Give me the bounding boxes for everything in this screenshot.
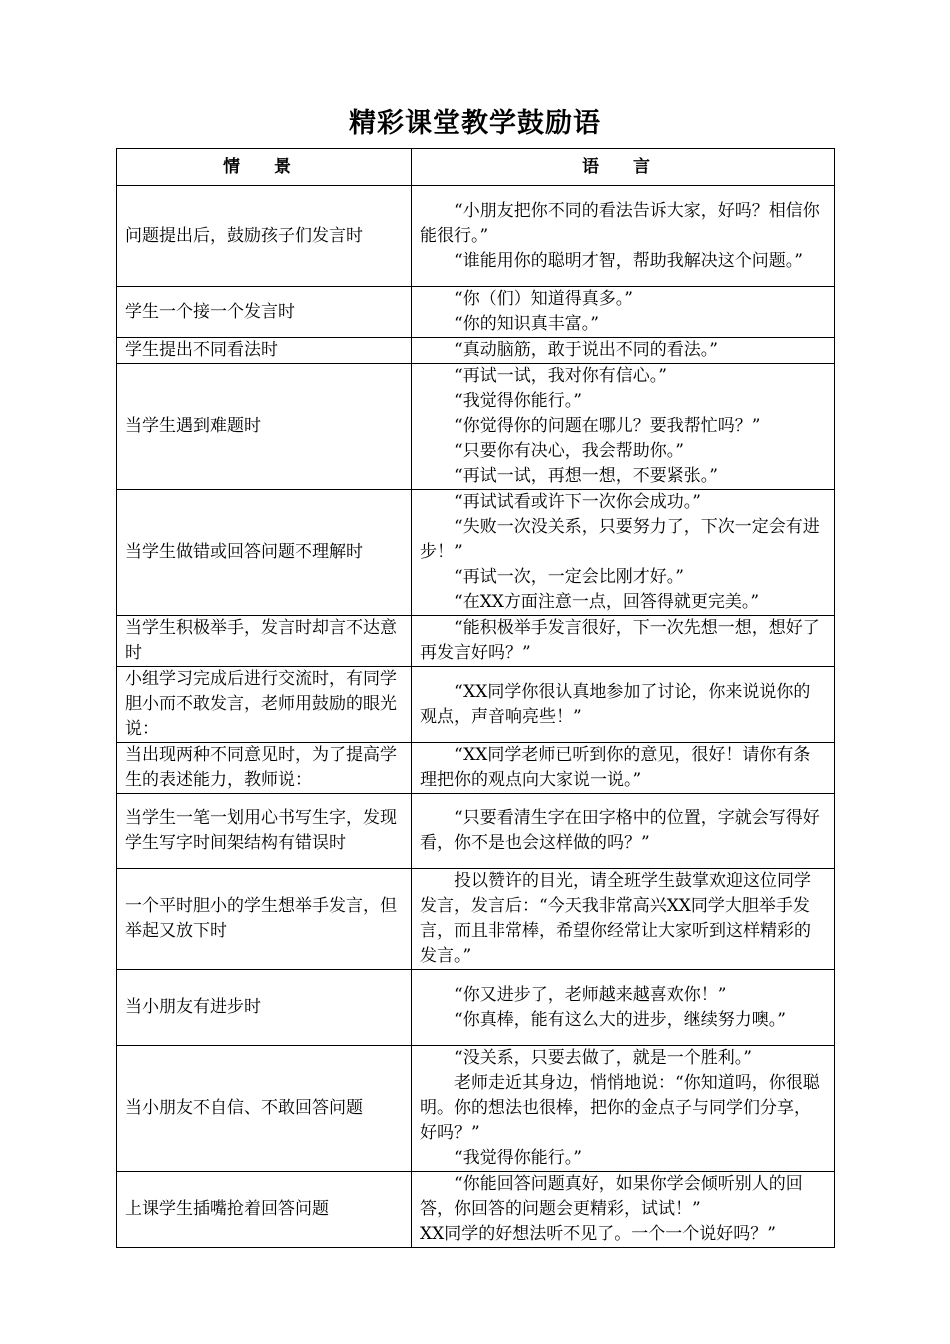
encouragement-line: “再试一次，一定会比刚才好。”: [454, 567, 684, 587]
table-row: [117, 287, 835, 338]
encouragement-line: “XX同学老师已听到你的意见，很好！请你有条理把你的观点向大家说一说。”: [420, 745, 811, 790]
encouragement-line: “XX同学你很认真地参加了讨论，你来说说你的观点，声音响亮些！”: [420, 681, 811, 727]
scene-cell: 当出现两种不同意见时，为了提高学生的表述能力，教师说：: [117, 743, 412, 794]
language-cell: [412, 490, 835, 616]
table-row: [117, 794, 835, 869]
encouragement-line: “你的知识真丰富。”: [454, 314, 599, 334]
language-cell: [412, 287, 835, 338]
encouragement-line: “你真棒，能有这么大的进步，继续努力噢。”: [454, 1009, 786, 1030]
table-row: [117, 1046, 835, 1172]
scene-cell: 当学生积极举手，发言时却言不达意时: [117, 616, 412, 667]
language-cell: [412, 667, 835, 743]
scene-cell: 学生提出不同看法时: [117, 338, 412, 364]
table-row: [117, 490, 835, 616]
scene-cell: 一个平时胆小的学生想举手发言，但举起又放下时: [117, 869, 412, 970]
encouragement-line: “小朋友把你不同的看法告诉大家，好吗？相信你能很行。”: [420, 200, 820, 246]
encouragement-line: XX同学的好想法听不见了。一个一个说好吗？”: [420, 1224, 776, 1244]
encouragement-line: 投以赞许的目光，请全班学生鼓掌欢迎这位同学发言，发言后：“今天我非常高兴XX同学大胆举手发言，而且非常棒，希望你经常让大家听到这样精彩的发言。”: [420, 871, 811, 966]
encouragement-line: “只要看清生字在田字格中的位置，字就会写得好看，你不是也会这样做的吗？”: [420, 808, 820, 853]
encouragement-line: “再试试看或许下一次你会成功。”: [454, 492, 701, 512]
encouragement-line: “你能回答问题真好，如果你学会倾听别人的回答，你回答的问题会更精彩，试试！”: [420, 1174, 803, 1219]
language-cell: [412, 869, 835, 970]
encouragement-line: “再试一试，再想一想，不要紧张。”: [454, 466, 718, 486]
scene-cell: 问题提出后，鼓励孩子们发言时: [117, 186, 412, 287]
encouragement-line: “我觉得你能行。”: [454, 391, 582, 411]
scene-cell: 小组学习完成后进行交流时，有同学胆小而不敢发言，老师用鼓励的眼光说：: [117, 667, 412, 743]
language-cell: [412, 616, 835, 667]
table-row: [117, 1172, 835, 1248]
scene-cell: 当学生一笔一划用心书写生字，发现学生写字时间架结构有错误时: [117, 794, 412, 869]
encouragement-line: “真动脑筋，敢于说出不同的看法。”: [454, 340, 718, 360]
encouragement-line: 老师走近其身边，悄悄地说：“你知道吗，你很聪明。你的想法也很棒，把你的金点子与同学们分享，好吗？”: [420, 1073, 820, 1143]
language-cell: [412, 186, 835, 287]
table-row: [117, 186, 835, 287]
language-cell: [412, 1172, 835, 1248]
scene-cell: 上课学生插嘴抢着回答问题: [117, 1172, 412, 1248]
header-scene: 情 景: [117, 149, 412, 186]
language-cell: [412, 794, 835, 869]
encouragement-line: “失败一次没关系，只要努力了，下次一定会有进步！”: [420, 517, 820, 562]
encouragement-line: “在XX方面注意一点，回答得就更完美。”: [454, 592, 760, 612]
table-row: [117, 743, 835, 794]
page-title: 精彩课堂教学鼓励语: [349, 108, 601, 139]
table-header-row: [117, 149, 835, 186]
language-cell: [412, 1046, 835, 1172]
table-row: [117, 869, 835, 970]
language-cell: [412, 970, 835, 1046]
language-cell: [412, 364, 835, 490]
table-row: [117, 667, 835, 743]
encouragement-line: “你（们）知道得真多。”: [454, 289, 633, 309]
language-cell: [412, 743, 835, 794]
encouragement-line: “能积极举手发言很好，下一次先想一想，想好了再发言好吗？”: [420, 618, 820, 663]
scene-cell: 学生一个接一个发言时: [117, 287, 412, 338]
header-language: 语 言: [412, 149, 835, 186]
encouragement-line: “你又进步了，老师越来越喜欢你！”: [454, 984, 727, 1005]
encouragement-line: “没关系，只要去做了，就是一个胜利。”: [454, 1048, 752, 1068]
table-row: [117, 364, 835, 490]
encouragement-line: “再试一试，我对你有信心。”: [454, 366, 667, 386]
encouragement-line: “只要你有决心，我会帮助你。”: [454, 441, 684, 461]
table-row: [117, 338, 835, 364]
scene-cell: 当小朋友有进步时: [117, 970, 412, 1046]
scene-cell: 当学生做错或回答问题不理解时: [117, 490, 412, 616]
table-body: [117, 186, 835, 1248]
encouragement-line: “你觉得你的问题在哪儿？要我帮忙吗？”: [454, 416, 761, 436]
encouragement-table: [116, 148, 835, 1248]
encouragement-line: “谁能用你的聪明才智，帮助我解决这个问题。”: [454, 250, 803, 271]
encouragement-line: “我觉得你能行。”: [454, 1148, 582, 1168]
language-cell: [412, 338, 835, 364]
scene-cell: 当学生遇到难题时: [117, 364, 412, 490]
table-row: [117, 970, 835, 1046]
scene-cell: 当小朋友不自信、不敢回答问题: [117, 1046, 412, 1172]
table-row: [117, 616, 835, 667]
